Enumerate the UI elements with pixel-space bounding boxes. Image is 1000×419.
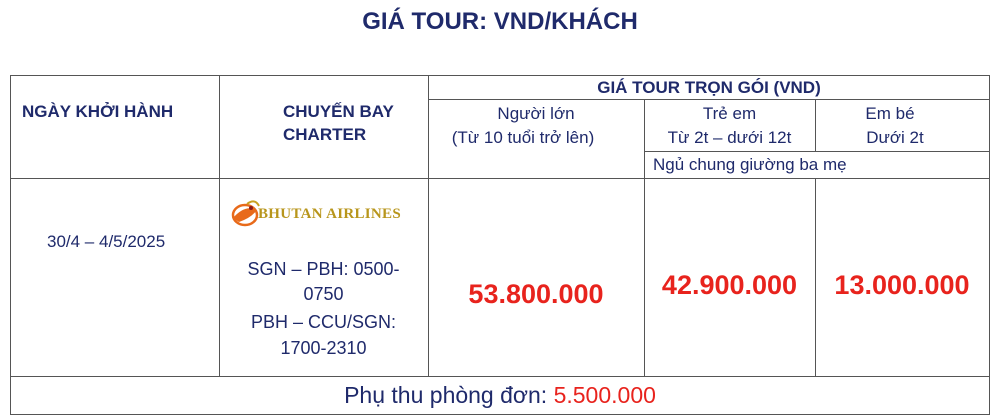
subheader-divider	[644, 151, 990, 152]
infant-price: 13.000.000	[834, 270, 970, 300]
table-top-border	[10, 75, 990, 76]
header-infant-line2: Dưới 2t	[866, 128, 924, 147]
header-child-line2: Từ 2t – dưới 12t	[667, 128, 792, 147]
single-room-surcharge	[0, 379, 1000, 411]
header-adult-line2: (Từ 10 tuổi trở lên)	[451, 128, 595, 147]
row-bottom-border	[10, 376, 990, 377]
surcharge-amount: 5.500.000	[553, 382, 656, 408]
child-price: 42.900.000	[661, 270, 798, 300]
flight-line-4: 1700-2310	[280, 338, 367, 358]
header-shared-bed-note: Ngủ chung giường ba mẹ	[653, 155, 847, 174]
header-departure-date: NGÀY KHỞI HÀNH	[22, 102, 174, 121]
left-border	[10, 75, 11, 415]
flight-line-2: 0750	[303, 284, 344, 304]
header-child-line1: Trẻ em	[702, 104, 757, 123]
header-charter-flight-line2: CHARTER	[283, 125, 367, 144]
header-package-price: GIÁ TOUR TRỌN GÓI (VND)	[597, 78, 821, 97]
header-adult-line1: Người lớn	[497, 104, 575, 123]
package-header-divider	[428, 99, 990, 100]
right-border	[989, 75, 990, 415]
departure-date-value: 30/4 – 4/5/2025	[47, 232, 166, 251]
table-bottom-border	[10, 414, 990, 415]
flight-line-1: SGN – PBH: 0500-	[247, 259, 400, 279]
flight-line-3: PBH – CCU/SGN:	[250, 312, 397, 332]
airline-logo-text: BHUTAN AIRLINES	[258, 206, 402, 222]
header-bottom-border	[10, 178, 990, 179]
header-charter-flight-line1: CHUYẾN BAY	[283, 102, 394, 121]
header-infant-line1: Em bé	[865, 104, 915, 123]
surcharge-label: Phụ thu phòng đơn:	[344, 382, 548, 408]
adult-price: 53.800.000	[468, 279, 604, 309]
page-title: GIÁ TOUR: VND/KHÁCH	[362, 8, 638, 35]
